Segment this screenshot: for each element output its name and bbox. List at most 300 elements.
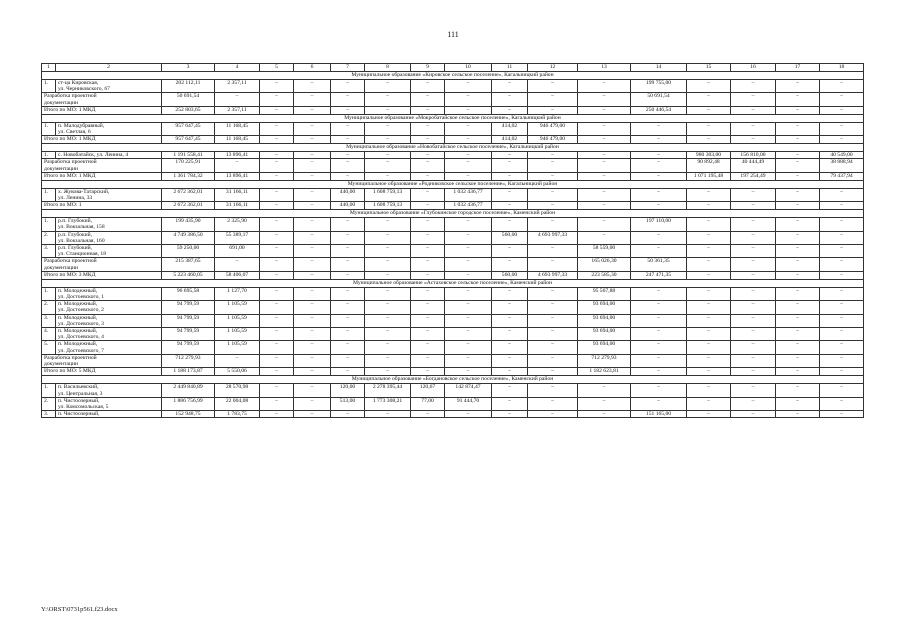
value-cell: – [260,354,294,367]
value-cell: 513,00 [331,397,365,410]
row-label: Разработка проектной документации [42,354,162,367]
value-cell: – [631,172,687,180]
value-cell: – [820,368,864,376]
value-cell: – [578,136,631,144]
value-cell: – [260,314,294,327]
value-cell: – [631,245,687,258]
value-cell: – [776,159,820,172]
value-cell: 28 570,98 [215,384,260,397]
value-cell: – [528,258,578,271]
value-cell: – [492,411,528,418]
value-cell: 59 250,00 [162,245,215,258]
value-cell: 197 110,00 [631,218,687,231]
value-cell: – [820,411,864,418]
value-cell: 4 693 997,33 [528,231,578,244]
value-cell: 1 105,59 [215,328,260,341]
value-cell: – [731,314,776,327]
value-cell: – [820,122,864,135]
value-cell: – [820,328,864,341]
value-cell: 1 127,70 [215,287,260,300]
value-cell: 1 188 173,87 [162,368,215,376]
file-path-footer: Y:\ORST\0731p561.f23.docx [41,606,118,613]
value-cell: – [528,397,578,410]
header-cell: 15 [687,64,731,72]
value-cell: – [492,258,528,271]
value-cell: – [731,328,776,341]
value-cell: 1 886 756,99 [162,397,215,410]
value-cell: – [411,218,445,231]
table-row [42,152,864,159]
value-cell: – [528,384,578,397]
value-cell: – [294,231,331,244]
value-cell: – [578,152,631,159]
value-cell: 50 691,54 [631,93,687,106]
value-cell: – [578,411,631,418]
value-cell: 1 608 759,13 [365,188,411,201]
value-cell: 199 435,90 [162,218,215,231]
value-cell: – [631,301,687,314]
value-cell: – [294,287,331,300]
value-cell: – [445,159,492,172]
value-cell: – [260,245,294,258]
value-cell: – [528,411,578,418]
value-cell: – [365,152,411,159]
value-cell: – [331,106,365,114]
value-cell: – [776,106,820,114]
value-cell: 957 647,45 [162,136,215,144]
value-cell: – [411,368,445,376]
value-cell: – [820,384,864,397]
value-cell: – [294,202,331,210]
value-cell: – [687,188,731,201]
header-cell: 2 [56,64,162,72]
total-row [42,271,864,279]
value-cell: – [294,152,331,159]
value-cell: – [365,122,411,135]
header-row [42,64,864,72]
value-cell: 55 389,17 [215,231,260,244]
value-cell: – [294,106,331,114]
value-cell: – [365,368,411,376]
address-cell: п. Чистоозерный, ул. Комсомольская, 5 [56,397,162,410]
value-cell: 90 892,48 [687,159,731,172]
section-title: Муниципальное образование «Родниковское сельское поселение», Кагальницкий район [42,180,864,188]
value-cell: – [687,218,731,231]
value-cell: – [578,397,631,410]
value-cell: – [411,152,445,159]
address-cell: р.п. Глубокий, ул. Станционная, 18 [56,245,162,258]
value-cell: 95 567,88 [578,287,631,300]
value-cell: 560,00 [492,231,528,244]
value-cell: 93 694,00 [578,301,631,314]
row-label: Итого по МО: 1 МКД [42,172,162,180]
value-cell: – [492,159,528,172]
section-row [42,144,864,152]
value-cell: – [445,368,492,376]
value-cell: – [294,397,331,410]
value-cell: – [631,384,687,397]
table-row [42,314,864,327]
table-body [42,64,864,418]
value-cell: 1 191 558,41 [162,152,215,159]
value-cell: – [260,231,294,244]
section-row [42,72,864,80]
header-cell: 8 [365,64,411,72]
value-cell: – [411,341,445,354]
value-cell: – [365,301,411,314]
table-row [42,93,864,106]
value-cell: – [687,301,731,314]
value-cell: – [331,271,365,279]
value-cell: – [294,172,331,180]
value-cell: 58 559,00 [578,245,631,258]
data-table [41,63,864,418]
value-cell: – [776,354,820,367]
row-number: 5. [42,341,56,354]
value-cell: 197 254,49 [731,172,776,180]
value-cell: – [365,258,411,271]
row-label: Итого по МО: 5 МКД [42,368,162,376]
value-cell: – [411,106,445,114]
address-cell: п. Васильевский, ул. Центральная, 3 [56,384,162,397]
value-cell: – [492,106,528,114]
header-cell: 16 [731,64,776,72]
value-cell: – [411,271,445,279]
value-cell: – [528,314,578,327]
value-cell: – [731,411,776,418]
value-cell: – [215,354,260,367]
value-cell: – [528,159,578,172]
header-cell: 6 [294,64,331,72]
value-cell: – [411,136,445,144]
value-cell: 2 357,11 [215,80,260,93]
value-cell: – [528,328,578,341]
value-cell: – [731,397,776,410]
value-cell: – [411,328,445,341]
value-cell: 1 608 759,13 [365,202,411,210]
value-cell: – [528,245,578,258]
value-cell: 94 799,59 [162,301,215,314]
value-cell: – [294,122,331,135]
value-cell: – [492,188,528,201]
value-cell: – [820,287,864,300]
value-cell: – [411,354,445,367]
value-cell: – [331,218,365,231]
value-cell: – [492,328,528,341]
value-cell: – [331,411,365,418]
value-cell: – [731,122,776,135]
value-cell: – [631,397,687,410]
value-cell: – [731,341,776,354]
value-cell: – [820,258,864,271]
header-cell: 11 [492,64,528,72]
total-row [42,202,864,210]
address-cell: п. Чистоозерный, [56,411,162,418]
value-cell: – [365,159,411,172]
value-cell: – [631,202,687,210]
header-cell: 18 [820,64,864,72]
value-cell: 1 071 195,48 [687,172,731,180]
row-label: Разработка проектной документации [42,258,162,271]
value-cell: – [260,159,294,172]
value-cell: – [365,245,411,258]
value-cell: – [528,152,578,159]
section-row [42,279,864,287]
value-cell: – [365,136,411,144]
section-title: Муниципальное образование «Астаховское сельское поселение», Каменский район [42,279,864,287]
value-cell: – [528,80,578,93]
value-cell: 11 168,45 [215,122,260,135]
header-cell: 17 [776,64,820,72]
value-cell: – [445,80,492,93]
value-cell: 712 279,93 [162,354,215,367]
value-cell: – [631,328,687,341]
value-cell: – [731,218,776,231]
value-cell: – [411,245,445,258]
value-cell: – [331,354,365,367]
table-row [42,287,864,300]
value-cell: 560,00 [492,271,528,279]
value-cell: – [687,136,731,144]
value-cell: 93 694,00 [578,341,631,354]
value-cell: 1 773 308,21 [365,397,411,410]
value-cell: – [776,287,820,300]
value-cell: – [687,411,731,418]
value-cell: – [492,80,528,93]
value-cell: – [776,218,820,231]
value-cell: – [776,188,820,201]
value-cell: – [687,122,731,135]
value-cell: 1 032 436,77 [445,188,492,201]
value-cell: – [411,188,445,201]
value-cell: – [731,136,776,144]
value-cell: 13 896,41 [215,152,260,159]
value-cell: – [578,122,631,135]
value-cell: 79 437,94 [820,172,864,180]
section-row [42,180,864,188]
value-cell: – [445,106,492,114]
table-row [42,231,864,244]
address-cell: п. Молодежный, ул. Достоевского, 3 [56,314,162,327]
value-cell: 165 026,30 [578,258,631,271]
value-cell: – [776,245,820,258]
value-cell: – [687,80,731,93]
value-cell: – [294,314,331,327]
value-cell: – [776,122,820,135]
value-cell: 2 672 362,01 [162,202,215,210]
value-cell: – [528,106,578,114]
value-cell: – [578,218,631,231]
value-cell: – [578,384,631,397]
value-cell: – [411,172,445,180]
table-row [42,245,864,258]
value-cell: 946 479,00 [528,122,578,135]
value-cell: – [687,314,731,327]
value-cell: 2 278 395,44 [365,384,411,397]
value-cell: 691,00 [215,245,260,258]
value-cell: – [492,354,528,367]
value-cell: – [331,136,365,144]
value-cell: – [687,341,731,354]
value-cell: – [445,258,492,271]
value-cell: – [365,287,411,300]
table-row [42,80,864,93]
value-cell: – [731,384,776,397]
value-cell: – [687,354,731,367]
header-cell: 9 [411,64,445,72]
value-cell: 77,00 [411,397,445,410]
value-cell: – [260,188,294,201]
value-cell: 2 672 362,01 [162,188,215,201]
value-cell: – [820,93,864,106]
value-cell: – [294,411,331,418]
value-cell: – [731,368,776,376]
header-cell: 1 [42,64,56,72]
value-cell: – [687,271,731,279]
value-cell: 22 004,08 [215,397,260,410]
value-cell: – [731,245,776,258]
value-cell: – [294,136,331,144]
value-cell: – [294,258,331,271]
value-cell: 1 361 784,32 [162,172,215,180]
value-cell: – [731,271,776,279]
value-cell: – [331,159,365,172]
value-cell: – [331,301,365,314]
value-cell: 980 303,00 [687,152,731,159]
value-cell: 5 223 460,05 [162,271,215,279]
value-cell: – [411,202,445,210]
value-cell: – [260,397,294,410]
value-cell: – [687,397,731,410]
value-cell: – [776,258,820,271]
row-number: 1. [42,287,56,300]
value-cell: – [528,202,578,210]
value-cell: 96 695,58 [162,287,215,300]
value-cell: – [411,258,445,271]
value-cell: 11 168,45 [215,136,260,144]
value-cell: – [365,271,411,279]
value-cell: – [445,287,492,300]
value-cell: – [820,354,864,367]
value-cell: – [820,106,864,114]
value-cell: – [411,301,445,314]
value-cell: – [260,136,294,144]
value-cell: 4 693 997,33 [528,271,578,279]
value-cell: – [492,397,528,410]
value-cell: – [260,202,294,210]
total-row [42,106,864,114]
table-row [42,301,864,314]
value-cell: – [294,218,331,231]
value-cell: – [492,314,528,327]
value-cell: 40 549,00 [820,152,864,159]
value-cell: – [365,328,411,341]
row-number: 3. [42,314,56,327]
value-cell: 94 799,59 [162,314,215,327]
value-cell: – [528,341,578,354]
row-number: 2. [42,397,56,410]
table-row [42,258,864,271]
value-cell: – [578,172,631,180]
value-cell: – [331,245,365,258]
table-row [42,188,864,201]
value-cell: – [331,152,365,159]
value-cell: – [820,301,864,314]
value-cell: – [331,172,365,180]
value-cell: – [445,122,492,135]
total-row [42,172,864,180]
value-cell: – [820,314,864,327]
header-cell: 10 [445,64,492,72]
value-cell: 38 888,94 [820,159,864,172]
value-cell: – [445,341,492,354]
value-cell: – [260,271,294,279]
value-cell: – [492,287,528,300]
section-title: Муниципальное образование «Новобатайское сельское поселение», Кагальницкий район [42,144,864,152]
value-cell: – [492,245,528,258]
value-cell: – [215,258,260,271]
value-cell: 250 446,54 [631,106,687,114]
value-cell: – [820,80,864,93]
value-cell: – [445,314,492,327]
section-title: Муниципальное образование «Мокробатайское сельское поселение», Кагальницкий район [42,114,864,122]
table-row [42,354,864,367]
value-cell: 223 585,30 [578,271,631,279]
value-cell: – [687,258,731,271]
value-cell: 120,67 [411,384,445,397]
value-cell: – [365,231,411,244]
value-cell: 94 799,59 [162,341,215,354]
value-cell: 5 550,06 [215,368,260,376]
value-cell: 93 694,00 [578,328,631,341]
value-cell: – [411,80,445,93]
value-cell: – [492,93,528,106]
value-cell: – [776,384,820,397]
value-cell: – [492,202,528,210]
value-cell: – [776,314,820,327]
value-cell: 4 749 386,50 [162,231,215,244]
row-label: Итого по МО: 1 МКД [42,106,162,114]
value-cell: 1 105,59 [215,314,260,327]
address-cell: п. Молодежный, ул. Достоевского, 2 [56,301,162,314]
value-cell: – [294,271,331,279]
value-cell: – [776,152,820,159]
value-cell: 50 361,35 [631,258,687,271]
table-row [42,122,864,135]
header-cell: 4 [215,64,260,72]
value-cell: – [731,93,776,106]
value-cell: – [631,122,687,135]
value-cell: 94 799,59 [162,328,215,341]
section-row [42,210,864,218]
value-cell: – [260,258,294,271]
value-cell: – [294,354,331,367]
value-cell: – [445,93,492,106]
row-number: 1. [42,384,56,397]
row-label: Разработка проектной документации [42,159,162,172]
value-cell: – [411,411,445,418]
value-cell: – [776,397,820,410]
value-cell: – [445,411,492,418]
value-cell: – [776,231,820,244]
value-cell: – [365,218,411,231]
table-row [42,341,864,354]
value-cell: – [687,202,731,210]
value-cell: – [365,314,411,327]
value-cell: – [776,341,820,354]
value-cell: – [331,341,365,354]
value-cell: – [215,93,260,106]
